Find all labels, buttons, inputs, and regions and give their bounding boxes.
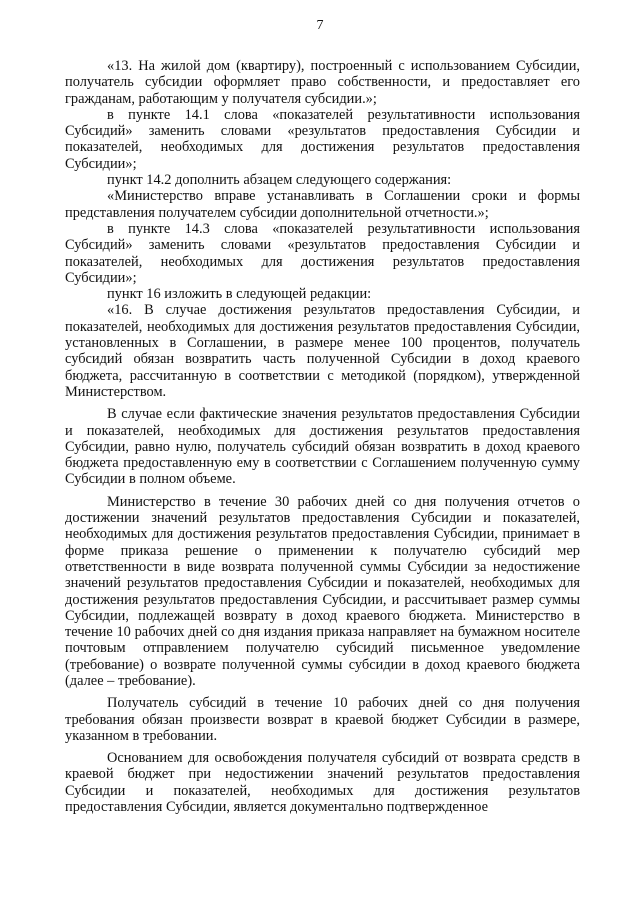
paragraph-point-14-2-text: «Министерство вправе устанавливать в Соглашении сроки и формы представления получателем субсидии дополнительной отчетности.»; bbox=[65, 188, 580, 221]
page-number: 7 bbox=[316, 18, 324, 33]
paragraph-point-14-1: в пункте 14.1 слова «показателей результативности использования Субсидий» заменить словами «результатов предоставления Субсидии и показателей, необходимых для достижения результатов предоставления Субсидии»; bbox=[65, 106, 580, 172]
paragraph-refund-deadline: Получатель субсидий в течение 10 рабочих дней со дня получения требования обязан произвести возврат в краевой бюджет Субсидии в размере, указанном в требовании. bbox=[65, 695, 580, 744]
paragraph-point-16-text: «16. В случае достижения результатов предоставления Субсидии, и показателей, необходимых для достижения результатов предоставления Субсидии, установленных в Соглашении, в размере менее 100 процентов, получатель субсидий обязан возвратить часть полученной Субсидии в доход краевого бюджета, рассчитанную в соответствии с методикой (порядком), утвержденной Министерством. bbox=[65, 302, 580, 400]
paragraph-zero-results: В случае если фактические значения результатов предоставления Субсидии и показателей, необходимых для достижения результатов предоставления Субсидии, равно нулю, получатель субсидий обязан возвратить в доход краевого бюджета предоставленную ему в соответствии с Соглашением полученную сумму Субсидии в полном объеме. bbox=[65, 406, 580, 488]
document-body bbox=[65, 58, 580, 815]
paragraph-point-16-intro: пункт 16 изложить в следующей редакции: bbox=[107, 286, 372, 303]
paragraph-exemption-grounds: Основанием для освобождения получателя субсидий от возврата средств в краевой бюджет при недостижении значений результатов предоставления Субсидии и показателей, необходимых для достижения результатов предоставления Субсидии, является документально подтвержденное bbox=[65, 750, 580, 816]
paragraph-item-13: «13. На жилой дом (квартиру), построенный с использованием Субсидии, получатель субсидии оформляет право собственности, и предоставляет его гражданам, работающим у получателя субсидии.»; bbox=[65, 58, 580, 107]
paragraph-ministry-decision: Министерство в течение 30 рабочих дней со дня получения отчетов о достижении значений результатов предоставления Субсидии и показателей, необходимых для достижения результатов предоставления Субсидии, принимает в форме приказа решение о применении к получателю субсидий мер ответственности в виде возврата полученной суммы Субсидии за недостижение значений результатов предоставления Субсидии и показателей, необходимых для достижения результатов предоставления Субсидии, и рассчитывает размер суммы Субсидии, подлежащей возврату в доход краевого бюджета. Министерство в течение 10 рабочих дней со дня издания приказа направляет на бумажном носителе почтовым отправлением получателю субсидий письменное уведомление (требование) о возврате полученной суммы субсидии в доход краевого бюджета (далее – требование). bbox=[65, 493, 580, 689]
paragraph-point-14-3: в пункте 14.3 слова «показателей результативности использования Субсидий» заменить словами «результатов предоставления Субсидии и показателей, необходимых для достижения результатов предоставления Субсидии»; bbox=[65, 220, 580, 286]
paragraph-point-14-2-intro: пункт 14.2 дополнить абзацем следующего содержания: bbox=[107, 172, 452, 189]
